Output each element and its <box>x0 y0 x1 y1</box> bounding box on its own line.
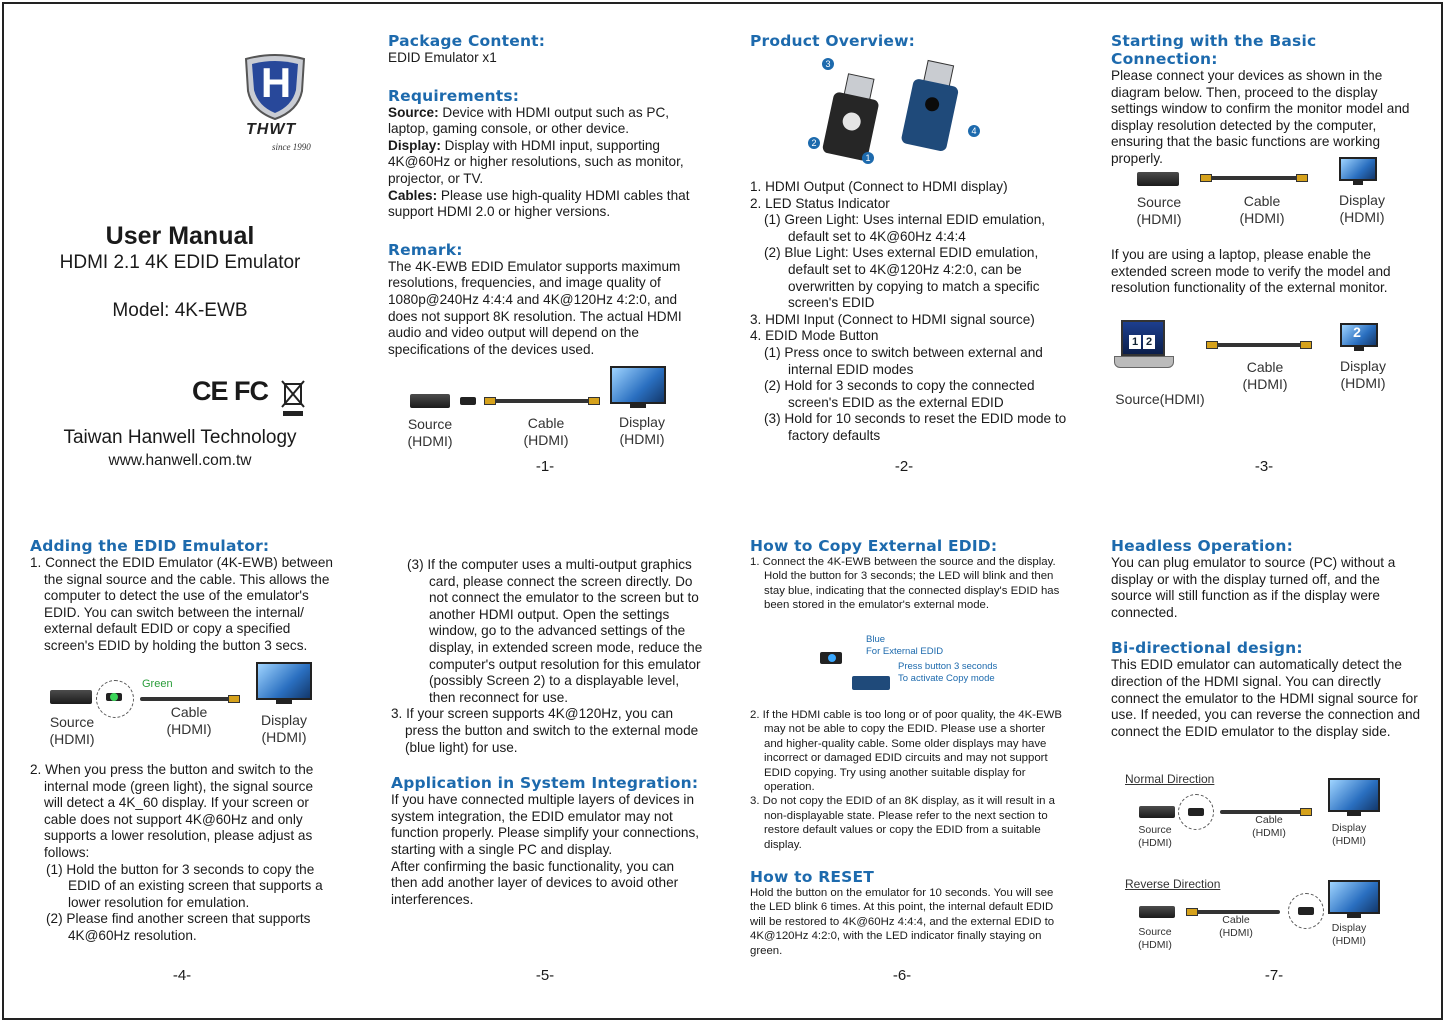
company-name: Taiwan Hanwell Technology <box>63 427 297 448</box>
logo-letter: H <box>260 59 292 106</box>
p7-reverse-label-cable: Cable (HDMI) <box>1219 914 1253 939</box>
reverse-direction-label: Reverse Direction <box>1125 877 1221 891</box>
p3-plug-right-2 <box>1300 341 1312 349</box>
cert-marks: CE FC <box>192 376 268 406</box>
p4-plug-right <box>228 695 240 703</box>
p4-source-box <box>50 690 92 704</box>
panel-6 <box>750 537 1062 613</box>
p4-label-source: Source (HDMI) <box>49 714 95 747</box>
cover-panel <box>30 50 330 490</box>
overview-item-4: 4. EDID Mode Button <box>750 328 879 344</box>
label-source: Source (HDMI) <box>407 416 453 449</box>
headless-text: You can plug emulator to source (PC) without a display or with the display turned off, and the source will still function as if the display were connected. <box>1111 555 1396 620</box>
bidirectional-heading: Bi-directional design: <box>1111 639 1303 658</box>
req-source <box>388 105 698 138</box>
p6-callout-press: Press button 3 seconds To activate Copy mode <box>898 661 998 684</box>
reset-text: Hold the button on the emulator for 10 seconds. You will see the LED blink 6 times. At this point, the internal default EDID will be restored to 4K@60Hz 4:4:4, and the external EDID to 4K@120Hz 4:2:0, with the LED indicator finally staying on green. <box>750 887 1055 957</box>
normal-direction-label: Normal Direction <box>1125 772 1215 786</box>
p7-normal-label-display: Display (HDMI) <box>1331 822 1367 847</box>
laptop-screen-1: 1 <box>1129 335 1141 349</box>
overview-item-3: 3. HDMI Input (Connect to HDMI signal source) <box>750 311 1035 327</box>
basic-connection-heading: Starting with the Basic Connection: <box>1111 32 1317 68</box>
p7-reverse-source <box>1139 906 1175 918</box>
overview-sub-2-2: (2) Blue Light: Uses external EDID emulation, default set to 4K@120Hz 4:2:0, can be overwritten by copying to match a specific screen's EDID <box>764 245 1040 311</box>
adding-step-1: 1. Connect the EDID Emulator (4K-EWB) between the signal source and the cable. This allows the computer to detect the use of the emulator's EDID. You can switch between the internal/ external default EDID or copy a specified screen's EDID by holding the button 3 secs. <box>30 555 333 653</box>
adding-step-2-1: (1) Hold the button for 3 seconds to copy the EDID of an existing screen that supports a lower resolution for emulation. <box>46 861 323 910</box>
p4-label-cable: Cable (HDMI) <box>166 704 212 737</box>
system-integration-heading: Application in System Integration: <box>391 774 699 793</box>
p4-display <box>256 662 312 700</box>
p7-normal-label-source: Source (HDMI) <box>1138 824 1172 849</box>
p7-reverse-plug <box>1186 908 1198 916</box>
p7-normal-source <box>1139 806 1175 818</box>
overview-item-2: 2. LED Status Indicator <box>750 195 890 211</box>
req-display-text: Display with HDMI input, supporting 4K@60Hz or higher resolutions, such as monitor, projector, or TV. <box>388 137 684 186</box>
callout-1: 1 <box>862 152 874 164</box>
req-cables-label: Cables: <box>388 187 438 203</box>
copy-step-2: 2. If the HDMI cable is too long or of poor quality, the 4K-EWB may not be able to copy the EDID. Please use a shorter and higher-quality cable. Some older displays may have incorrect or damaged EDID circuits and may not support EDID copying. Try using another suitable display for operation. <box>750 709 1062 794</box>
p3-plug-left <box>1200 174 1212 182</box>
overview-sub-4-2: (2) Hold for 3 seconds to copy the connected screen's EDID as the external EDID <box>764 378 1035 410</box>
p3-label-source: Source (HDMI) <box>1136 194 1182 227</box>
panel-4-lower <box>30 762 330 945</box>
adding-step-2-3: (3) If the computer uses a multi-output graphics card, please connect the screen directly. Do not connect the emulator to the screen but to another HDMI output. Open the settings window, go to the advanced settings of the display, in extended screen mode, reduce the computer's output resolution for this emulator (possibly Screen 2) to a displayable level, then reconnect for use. <box>407 557 703 705</box>
overview-sub-2-1: (1) Green Light: Uses internal EDID emulation, default set to 4K@60Hz 4:4:4 <box>764 212 1046 244</box>
p6-emulator-button <box>852 676 890 690</box>
callout-4: 4 <box>968 125 980 137</box>
overview-item-1: 1. HDMI Output (Connect to HDMI display) <box>750 179 1008 194</box>
p4-label-display: Display (HDMI) <box>261 712 307 745</box>
laptop-note <box>1111 247 1421 297</box>
p3-plug-right <box>1296 174 1308 182</box>
page-number-4: -4- <box>172 967 192 984</box>
reset-heading: How to RESET <box>750 868 875 887</box>
page-number-5: -5- <box>535 967 555 984</box>
laptop-note-text: If you are using a laptop, please enable the extended screen mode to verify the model and resolution functionality of the external monitor. <box>1111 247 1391 296</box>
label-display: Display (HDMI) <box>619 414 665 447</box>
panel-1 <box>388 32 698 358</box>
company-url: www.hanwell.com.tw <box>108 452 252 469</box>
panel-5 <box>391 557 703 908</box>
p3-label-cable-2: Cable (HDMI) <box>1242 359 1288 392</box>
emulator-product-image <box>800 55 990 167</box>
adding-step-3: 3. If your screen supports 4K@120Hz, you can press the button and switch to the external mode (blue light) for use. <box>391 706 699 755</box>
weee-bin-icon <box>280 378 306 418</box>
req-display-label: Display: <box>388 137 441 153</box>
system-integration-text: If you have connected multiple layers of devices in system integration, the EDID emulator may not function properly. Please simplify your connections, starting with a single PC and display. <box>391 792 700 857</box>
req-source-text: Device with HDMI output such as PC, laptop, gaming console, or other device. <box>388 104 670 137</box>
panel-3 <box>1111 32 1421 168</box>
page-number-3: -3- <box>1254 458 1274 475</box>
page-number-1: -1- <box>535 458 555 475</box>
adding-step-2-2: (2) Please find another screen that supports 4K@60Hz resolution. <box>46 911 311 943</box>
p7-normal-label-cable: Cable (HDMI) <box>1252 814 1286 839</box>
p4-cable <box>140 697 236 701</box>
adding-emulator-heading: Adding the EDID Emulator: <box>30 537 270 555</box>
product-subtitle: HDMI 2.1 4K EDID Emulator <box>59 252 301 273</box>
p3-label-display-2: Display (HDMI) <box>1340 358 1386 391</box>
package-text: EDID Emulator x1 <box>388 50 497 65</box>
diagram-plug-left <box>484 397 496 405</box>
basic-connection-text: Please connect your devices as shown in the diagram below. Then, proceed to the display settings window to confirm the monitor model and display resolution detected by the computer, ensuring that the basic functions are working properly. <box>1111 68 1410 166</box>
brand-name: THWT <box>246 121 297 138</box>
panel-4 <box>30 537 340 655</box>
p7-reverse-display <box>1328 880 1380 914</box>
p7-reverse-emulator <box>1298 907 1314 915</box>
system-integration-text-2: After confirming the basic functionality, you can then add another layer of devices to avoid other interferences. <box>391 858 679 907</box>
diagram-source-box <box>410 394 450 408</box>
req-cables-text: Please use high-quality HDMI cables that support HDMI 2.0 or higher versions. <box>388 187 690 220</box>
diagram-cable <box>490 399 590 403</box>
p7-reverse-label-display: Display (HDMI) <box>1331 922 1367 947</box>
laptop-screen-2: 2 <box>1143 335 1155 349</box>
remark-text: The 4K-EWB EDID Emulator supports maximum resolutions, frequencies, and image quality of 1080p@240Hz 4:4:4 and 4K@120Hz 4:2:0, and does not support 8K resolution. The actual HDMI audio and video output will depend on the specifications of the devices used. <box>388 258 682 357</box>
req-source-label: Source: <box>388 104 439 120</box>
p7-normal-emulator <box>1188 808 1204 816</box>
package-heading: Package Content: <box>388 32 546 50</box>
label-cable: Cable (HDMI) <box>523 415 569 448</box>
overview-list <box>750 179 1070 445</box>
p3-cable <box>1206 176 1302 180</box>
copy-step-1: 1. Connect the 4K-EWB between the source and the display. Hold the button for 3 seconds; the LED will blink and then stay blue, indicating that the connected display's EDID has been stored in the emulator's external mode. <box>750 556 1060 612</box>
p3-cable-2 <box>1212 343 1306 347</box>
laptop-base <box>1114 356 1174 368</box>
green-label: Green <box>142 678 173 690</box>
page-number-2: -2- <box>894 458 914 475</box>
panel-2 <box>750 32 1065 50</box>
blue-led <box>828 654 836 662</box>
overview-heading: Product Overview: <box>750 32 916 50</box>
panel-6-lower <box>750 708 1062 958</box>
remark-heading: Remark: <box>388 240 463 259</box>
p3-source-box <box>1137 172 1179 186</box>
copy-step-3: 3. Do not copy the EDID of an 8K display, as it will result in a non-displayable state. Please refer to the next section to restore default values or copy the EDID from a suitable display. <box>750 795 1055 851</box>
req-cables <box>388 188 698 221</box>
brand-since: since 1990 <box>272 142 311 152</box>
p3-label-display: Display (HDMI) <box>1339 192 1385 225</box>
p6-callout-blue: Blue For External EDID <box>866 634 944 657</box>
diagram-plug-right <box>588 397 600 405</box>
page-number-7: -7- <box>1264 967 1284 984</box>
p3-label-laptop-source: Source(HDMI) <box>1115 391 1205 407</box>
manual-title: User Manual <box>105 222 255 250</box>
requirements-heading: Requirements: <box>388 86 520 105</box>
p7-normal-plug <box>1300 808 1312 816</box>
p7-normal-display <box>1328 778 1380 812</box>
p3-label-cable: Cable (HDMI) <box>1239 193 1285 226</box>
green-led <box>110 693 118 701</box>
req-display <box>388 138 698 188</box>
adding-step-2: 2. When you press the button and switch to the internal mode (green light), the signal source will detect a 4K_60 display. If your screen or cable does not support 4K@60Hz and only supports a lower resolution, please adjust as follows: <box>30 762 314 860</box>
copy-edid-heading: How to Copy External EDID: <box>750 537 998 555</box>
panel-7 <box>1111 537 1421 740</box>
headless-heading: Headless Operation: <box>1111 537 1294 555</box>
diagram-emulator <box>460 397 476 405</box>
page-number-6: -6- <box>892 967 912 984</box>
overview-sub-4-3: (3) Hold for 10 seconds to reset the EDID mode to factory defaults <box>764 411 1067 443</box>
display-2-badge: 2 <box>1353 324 1361 340</box>
callout-2: 2 <box>808 137 820 149</box>
diagram-display <box>610 366 666 404</box>
p3-plug-left-2 <box>1206 341 1218 349</box>
p7-reverse-label-source: Source (HDMI) <box>1138 926 1172 951</box>
bidirectional-text: This EDID emulator can automatically detect the direction of the HDMI signal. You can directly connect the emulator to the HDMI signal source for use. If needed, you can reverse the connection and connect the EDID emulator to the display side. <box>1111 657 1421 739</box>
callout-3: 3 <box>822 58 834 70</box>
model-number: Model: 4K-EWB <box>112 300 248 321</box>
overview-sub-4-1: (1) Press once to switch between external and internal EDID modes <box>764 344 1043 377</box>
p3-display <box>1339 157 1377 181</box>
